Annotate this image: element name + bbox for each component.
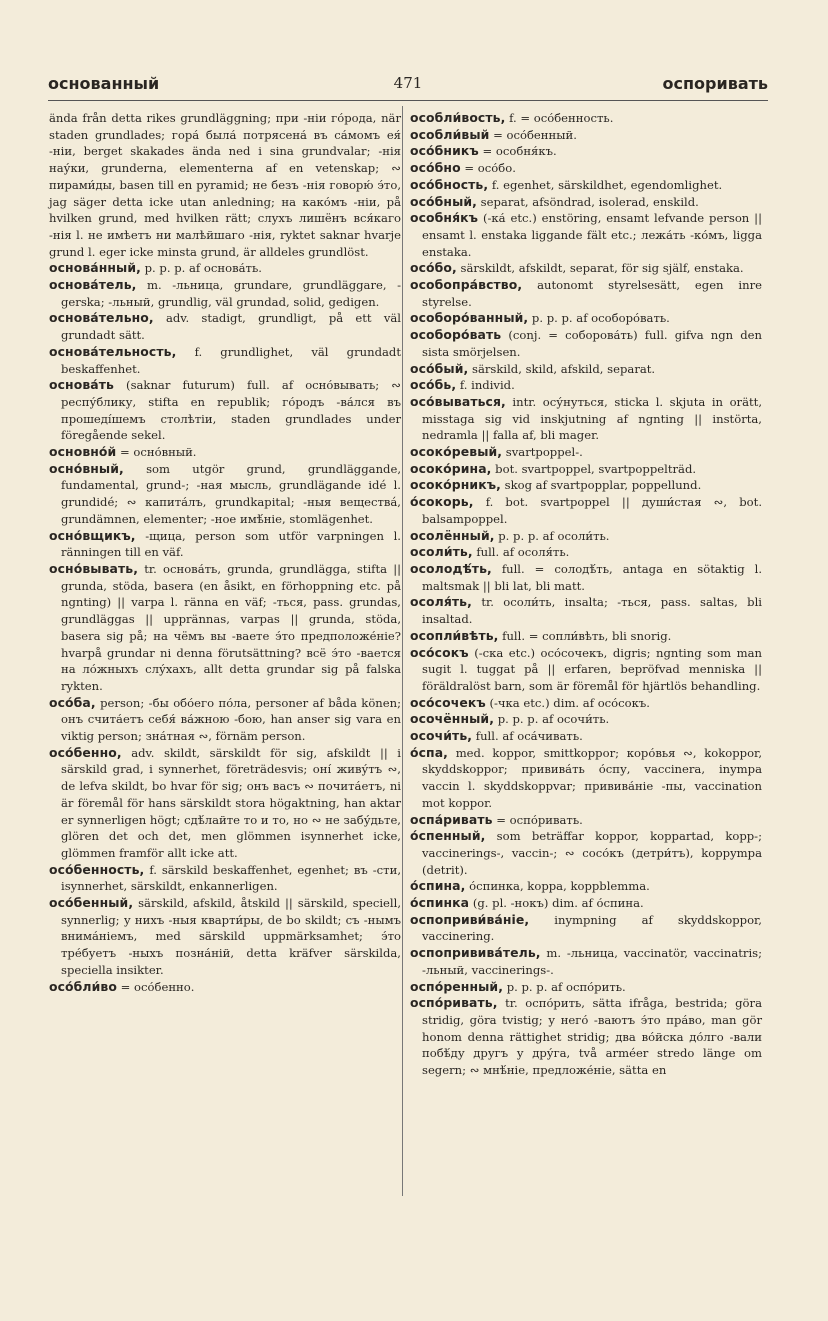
dictionary-entry <box>410 477 762 494</box>
entry-headword: осо́бно <box>410 160 461 176</box>
entry-headword: осо́бли́во <box>49 978 117 994</box>
entry-definition: autonomt styrelsesätt, egen inre styrelse. <box>422 278 763 309</box>
entry-definition: svartpoppel-. <box>505 445 583 460</box>
entry-definition: intr. осу́нуться, sticka l. skjuta in orätt, misstaga sig vid inskjutning af ngnting || instörta, nedramla || falla af, bli mager. <box>422 394 763 443</box>
dictionary-entry <box>410 194 762 211</box>
entry-headword: особня́къ <box>410 210 479 226</box>
entry-definition: (-ка́ etc.) enstöring, ensamt lefvande person || ensamt l. enstaka liggande fält etc.; лежа́ть -ко́мъ, ligga enstaka. <box>422 211 762 259</box>
entry-definition: p. p. p. af оспо́рить. <box>506 979 626 994</box>
dictionary-entry <box>410 979 762 996</box>
dictionary-entry <box>410 494 762 527</box>
dictionary-entry <box>410 645 762 695</box>
dictionary-entry <box>410 828 762 878</box>
dictionary-entry <box>410 160 762 177</box>
entry-headword: осно́вный, <box>49 460 124 476</box>
entry-headword: осолённый, <box>410 527 495 543</box>
dictionary-entry <box>49 110 401 260</box>
entry-headword: осоко́рина, <box>410 460 492 476</box>
header-left-guide-word: основанный <box>48 74 160 93</box>
dictionary-entry <box>49 344 401 377</box>
dictionary-entry <box>410 143 762 160</box>
page-number: 471 <box>393 74 423 92</box>
entry-headword: осоко́рникъ, <box>410 477 501 493</box>
entry-headword: осоля́ть, <box>410 594 472 610</box>
entry-headword: особли́вость, <box>410 110 506 125</box>
entry-definition: full. af осоля́ть. <box>476 545 570 560</box>
entry-headword: осо́ба, <box>49 694 96 710</box>
entry-definition: (-чка etc.) dim. af осо́сокъ. <box>489 695 650 710</box>
entry-headword: особопра́вство, <box>410 277 523 293</box>
entry-headword: осо́бность, <box>410 176 489 192</box>
dictionary-entry <box>410 394 762 444</box>
entry-definition: f. bot. svartpoppel || души́стая ∾, bot. balsampoppel. <box>422 495 762 526</box>
dictionary-entry <box>410 528 762 545</box>
entry-definition: tr. основа́ть, grunda, grundlägga, stifta || grunda, stöda, basera (en åsikt, en förhoppning etc. på ngnting) || varpa l. ränna en väf; -ться, pass. grundas, grundläggas || upprännas, varpas || grunda, stöda, basera sig på; на чёмъ вы -ваете э́то предположе́ніе? hvarpå grundar ni denna förutsättning? всё э́то -вается на ло́жныхъ слу́хахъ, allt detta grundar sig på falska rykten. <box>61 561 402 693</box>
entry-definition: adv. stadigt, grundligt, på ett väl grundadt sätt. <box>61 311 401 343</box>
entry-definition: f. individ. <box>459 378 515 393</box>
entry-definition: särskildt, afskildt, separat, för sig själf, enstaka. <box>460 261 744 276</box>
entry-headword: особоро́ванный, <box>410 310 529 326</box>
dictionary-entry <box>49 310 401 343</box>
dictionary-entry <box>410 945 762 978</box>
entry-definition: m. -льница, grundare, grundläggare, -gerska; -льный, grundlig, väl grundad, solid, gedigen. <box>61 278 402 309</box>
entry-headword: осно́вщикъ, <box>49 527 136 543</box>
entry-headword: основа́тельно, <box>49 310 154 326</box>
entry-headword: о́спина, <box>410 878 466 894</box>
dictionary-entry <box>410 327 762 360</box>
entry-definition: -щица, person som utför varpningen l. ränningen till en väf. <box>61 528 401 560</box>
entry-definition: tr. осоли́ть, insalta; -ться, pass. saltas, bli insaltad. <box>422 595 762 627</box>
entry-headword: особоро́вать <box>410 327 502 343</box>
page-header <box>48 74 768 98</box>
dictionary-entry <box>49 695 401 745</box>
dictionary-entry <box>49 277 401 310</box>
entry-definition: p. p. p. af особоро́вать. <box>531 311 670 326</box>
header-right-guide-word: оспоривать <box>662 74 768 93</box>
entry-headword: о́спа, <box>410 744 448 760</box>
column-separator <box>402 106 403 1196</box>
entry-headword: осоли́ть, <box>410 544 473 560</box>
entry-headword: оспоприви́ва́ніе, <box>410 911 530 927</box>
entry-definition: (-ска etc.) осо́сочекъ, digris; ngnting som man sugit l. tuggat på || erfaren, bepröfvad menniska || föräldralöst barn, som är föremål för hjärtlös behandling. <box>422 645 762 693</box>
entry-definition: särskild, afskild, åtskild || särskild, speciell, synnerlig; у нихъ -ныя кварти́ры, de bo skildt; съ -нымъ внима́ніемъ, med särskild uppmärksamhet; э́то тре́буетъ -ныхъ позна́ній, detta kräfver särskilda, speciella insikter. <box>61 896 401 977</box>
entry-definition: adv. skildt, särskildt för sig, afskildt || i särskild grad, i synnerhet, företrädesvis; оні́ живу́тъ ∾, de lefva skildt, bo hvar för sig; онъ васъ ∾ почита́етъ, ni är föremål för hans särskildt stora högaktning, han aktar er synnerligen högt; сдѣ́лайте то и то, но ∾ не забу́дьте, glören det och det, men glömmen isynnerhet icke, glömmen framför allt icke att. <box>61 745 402 860</box>
entry-definition: full. = солодѣ́ть, antaga en sötaktig l. maltsmak || bli lat, bli matt. <box>422 561 762 593</box>
entry-definition: = оспо́ривать. <box>496 812 583 827</box>
entry-definition: = особня́къ. <box>482 144 557 159</box>
dictionary-entry <box>410 995 762 1079</box>
dictionary-entry <box>49 561 401 695</box>
header-rule <box>48 100 768 101</box>
dictionary-entry <box>49 444 401 461</box>
entry-headword: осочённый, <box>410 711 494 727</box>
entry-headword: осопли́вѣть, <box>410 627 499 643</box>
dictionary-entry <box>410 310 762 327</box>
entry-headword: основа́нный, <box>49 260 141 276</box>
dictionary-entry <box>49 895 401 979</box>
dictionary-entry <box>410 210 762 260</box>
entry-definition: som utgör grund, grundläggande, fundamental, grund-; -ная мысль, grundlägande idé l. grundidé; ∾ капита́лъ, grundkapital; -ныя веществá, grundämnen, elementer; -ное имѣ́ніе, stomlägenhet. <box>61 461 401 526</box>
entry-definition: särskild, skild, afskild, separat. <box>472 361 656 376</box>
entry-headword: осно́вывать, <box>49 560 139 576</box>
entry-headword: осо́сочекъ <box>410 694 486 710</box>
entry-headword: основа́ть <box>49 377 114 393</box>
entry-headword: осоко́ревый, <box>410 444 503 460</box>
entry-definition: (conj. = соборова́ть) full. gifva ngn den sista smörjelsen. <box>422 328 762 359</box>
dictionary-entry <box>410 277 762 310</box>
entry-definition: m. -льница, vaccinatör, vaccinatris; -льный, vaccinerings-. <box>422 946 763 977</box>
entry-headword: особли́вый <box>410 126 490 142</box>
dictionary-entry <box>410 177 762 194</box>
entry-headword: основа́тельность, <box>49 343 177 359</box>
entry-headword: осо́сокъ <box>410 644 469 660</box>
entry-definition: (g. pl. -нокъ) dim. af о́спина. <box>472 896 644 911</box>
dictionary-entry <box>410 377 762 394</box>
dictionary-entry <box>49 745 401 862</box>
entry-definition: bot. svartpoppel, svartpoppelträd. <box>495 461 697 476</box>
entry-headword: осо́бникъ <box>410 143 479 159</box>
dictionary-entry <box>410 912 762 945</box>
entry-definition: person; -бы обо́его по́ла, personer af båda könen; онъ счита́етъ себя́ ва́жною -бою, han anser sig vara en viktig person; зна́тная ∾, förnäm person. <box>61 695 402 744</box>
dictionary-entry <box>410 110 762 127</box>
entry-headword: оспа́ривать <box>410 811 493 827</box>
entry-definition: med. koppor, smittkoppor; коро́вья ∾, kokoppor, skyddskoppor; привива́ть о́спу, vaccinera, inympa vaccin l. skyddskoppvar; привива́ніе -пы, vaccination mot koppor. <box>422 745 763 810</box>
entry-definition: inympning af skyddskoppor, vaccinering. <box>422 912 762 944</box>
entry-headword: оспо́ренный, <box>410 978 504 994</box>
entry-headword: осо́бенный, <box>49 895 134 911</box>
entry-definition: = осо́бенно. <box>120 979 195 994</box>
dictionary-entry <box>410 260 762 277</box>
dictionary-entry <box>410 561 762 594</box>
dictionary-entry <box>49 260 401 277</box>
entry-definition: full. af оса́чивать. <box>475 729 583 744</box>
entry-definition: f. särskild beskaffenhet, egenhet; въ -сти, isynnerhet, särskildt, enkannerligen. <box>61 862 402 894</box>
dictionary-entry <box>410 127 762 144</box>
entry-definition: f. egenhet, särskildhet, egendomlighet. <box>491 177 723 192</box>
dictionary-entry <box>410 895 762 912</box>
dictionary-entry <box>410 695 762 712</box>
dictionary-entry <box>410 461 762 478</box>
entry-definition: = осо́бенный. <box>493 127 577 142</box>
entry-headword: осо́бь, <box>410 377 457 393</box>
dictionary-entry <box>49 377 401 444</box>
entry-definition: ända från detta rikes grundläggning; при -ніи го́рода, när staden grundlades; гора́ была́ потрясена́ въ са́момъ ея́ -ніи, berget skakades ända ned i sina grundvalar; -нія нау́ки, grunderna, elementerna af en vetenskap; ∾ пирами́ды, basen till en pyramid; не безъ -нія говорю́ э́то, jag säger detta icke utan anledning; на како́мъ -ніи, på hvilken grund, med hvilken rätt; слухъ лишёнъ вся́каго -нія l. не имѣетъ ни малѣйшаго -нія, ryktet saknar hvarje grund l. eger icke minsta grund, är alldeles grundlöst. <box>49 111 401 259</box>
dictionary-entry <box>410 361 762 378</box>
left-column <box>49 110 401 995</box>
entry-definition: p. p. p. af основа́ть. <box>144 261 262 276</box>
dictionary-entry <box>410 444 762 461</box>
entry-definition: о́спинка, koppa, koppblemma. <box>469 879 650 894</box>
entry-headword: осолодѣ́ть, <box>410 560 492 576</box>
entry-definition: = осо́бо. <box>464 161 516 176</box>
entry-headword: о́спинка <box>410 895 470 911</box>
entry-headword: осо́бенность, <box>49 861 145 877</box>
entry-headword: основа́тель, <box>49 277 137 293</box>
entry-definition: som beträffar koppor, koppartad, kopp-; vaccinerings-, vaccin-; ∾ сосо́къ (детри́тъ), koppympa (detrit). <box>422 829 763 877</box>
dictionary-entry <box>410 711 762 728</box>
dictionary-entry <box>49 862 401 895</box>
entry-headword: осо́бый, <box>410 360 469 376</box>
entry-headword: осочи́ть, <box>410 728 473 744</box>
dictionary-entry <box>410 594 762 627</box>
entry-headword: о́спенный, <box>410 828 486 844</box>
entry-definition: separat, afsöndrad, isolerad, enskild. <box>480 194 699 209</box>
entry-headword: оспопривива́тель, <box>410 945 541 961</box>
dictionary-entry <box>410 628 762 645</box>
entry-definition: tr. оспо́рить, sätta ifråga, bestrida; göra stridig, göra tvistig; у него́ -ваютъ э́то пра́во, man gör honom denna rättighet stridig; два во́йска до́лго -вали побѣ́ду другъ у дру́га, två arméer stredo länge om segern; ∾ мнѣ́ніе, предложе́ніе, sätta en <box>422 996 762 1078</box>
dictionary-entry <box>410 878 762 895</box>
dictionary-entry <box>410 812 762 829</box>
entry-definition: f. = осо́бенность. <box>509 111 614 125</box>
right-column <box>410 110 762 1079</box>
entry-definition: full. = сопли́вѣть, bli snorig. <box>502 628 672 643</box>
dictionary-entry <box>49 461 401 528</box>
dictionary-entry <box>49 979 401 996</box>
entry-definition: f. grundlighet, väl grundadt beskaffenhet. <box>61 344 401 376</box>
dictionary-entry <box>410 745 762 812</box>
entry-headword: основно́й <box>49 444 117 460</box>
dictionary-entry <box>410 544 762 561</box>
entry-headword: осо́бенно, <box>49 744 122 760</box>
dictionary-entry <box>49 528 401 561</box>
entry-headword: осо́вываться, <box>410 393 506 409</box>
entry-headword: осо́бный, <box>410 193 477 209</box>
entry-definition: p. p. p. af осочи́ть. <box>497 712 610 727</box>
entry-definition: skog af svartpopplar, poppellund. <box>504 478 702 493</box>
entry-headword: оспо́ривать, <box>410 995 498 1011</box>
entry-definition: p. p. p. af осоли́ть. <box>498 528 610 543</box>
entry-headword: осо́бо, <box>410 260 457 276</box>
entry-definition: (saknar futurum) full. af осно́вывать; ∾ респу́блику, stifta en republik; го́родъ -ва́лся въ прошеді́шемъ столѣтіи, staden grundlades under föregående sekel. <box>61 378 402 443</box>
entry-headword: о́сокорь, <box>410 494 474 510</box>
entry-definition: = осно́вный. <box>120 445 197 460</box>
dictionary-entry <box>410 728 762 745</box>
